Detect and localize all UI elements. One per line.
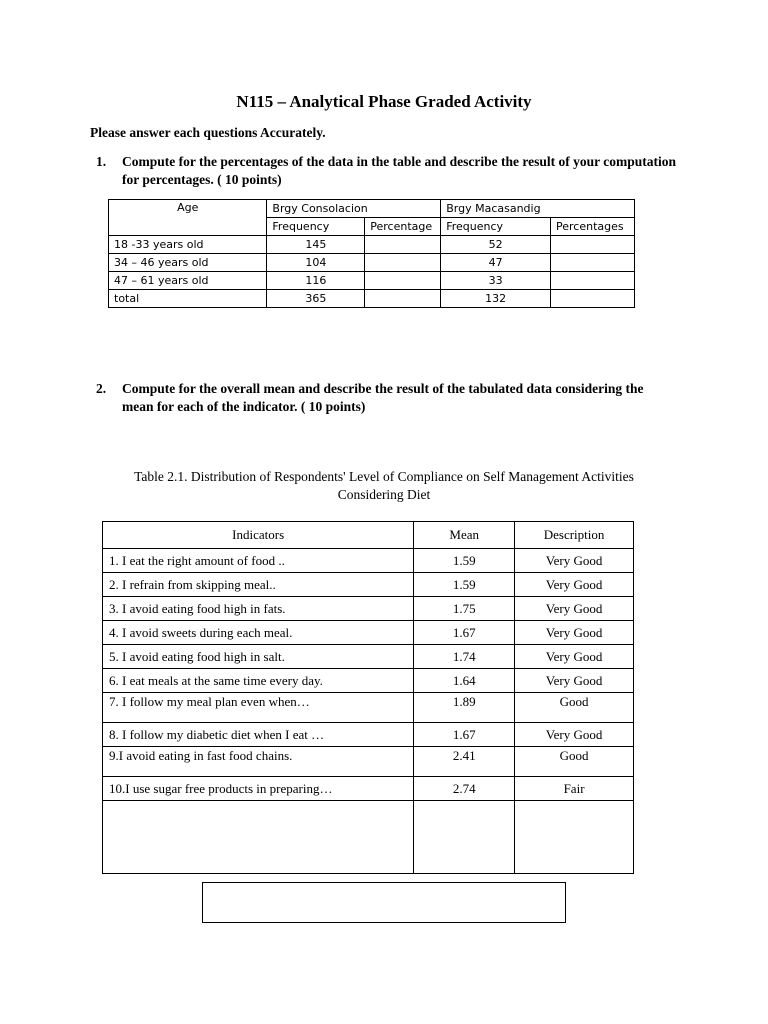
table-row <box>109 236 635 254</box>
table-row <box>109 272 635 290</box>
question-text: Compute for the overall mean and describe the result of the tabulated data considering the mean for each of the indicator. ( 10 points) <box>122 381 644 414</box>
percentage-cell[interactable] <box>365 272 441 290</box>
description-cell: Very Good <box>515 597 634 621</box>
compliance-table <box>102 521 634 874</box>
mean-cell: 1.75 <box>414 597 515 621</box>
percentage-cell[interactable] <box>551 272 635 290</box>
subheader-percentage: Percentage <box>365 218 441 236</box>
table-row <box>103 573 634 597</box>
description-cell: Very Good <box>515 573 634 597</box>
header-mean: Mean <box>414 522 515 549</box>
table-caption <box>0 468 768 504</box>
age-cell: 47 – 61 years old <box>109 272 267 290</box>
subheader-frequency: Frequency <box>441 218 551 236</box>
frequency-cell: 33 <box>441 272 551 290</box>
description-cell: Very Good <box>515 645 634 669</box>
table-row <box>109 254 635 272</box>
header-brgy-consolacion: Brgy Consolacion <box>267 200 441 218</box>
indicator-cell: 2. I refrain from skipping meal.. <box>103 573 414 597</box>
caption-line: Table 2.1. Distribution of Respondents' Level of Compliance on Self Management Activities <box>134 469 634 484</box>
frequency-cell: 52 <box>441 236 551 254</box>
description-cell: Very Good <box>515 549 634 573</box>
description-cell: Very Good <box>515 669 634 693</box>
percentage-cell[interactable] <box>365 236 441 254</box>
percentage-cell[interactable] <box>365 254 441 272</box>
table-row-total <box>109 290 635 308</box>
indicator-cell: 1. I eat the right amount of food .. <box>103 549 414 573</box>
table-row <box>103 621 634 645</box>
answer-box[interactable] <box>202 882 566 923</box>
question-number: 2. <box>96 381 107 396</box>
age-cell: total <box>109 290 267 308</box>
frequency-cell: 365 <box>267 290 365 308</box>
mean-cell: 1.67 <box>414 621 515 645</box>
table-row <box>103 597 634 621</box>
indicator-cell: 6. I eat meals at the same time every day. <box>103 669 414 693</box>
mean-cell: 2.74 <box>414 777 515 801</box>
mean-cell: 1.89 <box>414 693 515 723</box>
question-number: 1. <box>96 154 107 169</box>
question-text: Compute for the percentages of the data in the table and describe the result of your computation for percentages. ( 10 points) <box>122 154 676 187</box>
indicator-cell: 5. I avoid eating food high in salt. <box>103 645 414 669</box>
overall-indicator-cell[interactable] <box>103 801 414 874</box>
frequency-cell: 116 <box>267 272 365 290</box>
instruction-text: Please answer each questions Accurately. <box>90 125 326 140</box>
table-header-row <box>109 200 635 218</box>
description-cell: Very Good <box>515 723 634 747</box>
table-header-row <box>103 522 634 549</box>
description-cell: Good <box>515 747 634 777</box>
description-cell: Good <box>515 693 634 723</box>
indicator-cell: 4. I avoid sweets during each meal. <box>103 621 414 645</box>
percentage-cell[interactable] <box>551 236 635 254</box>
age-cell: 18 -33 years old <box>109 236 267 254</box>
percentage-cell[interactable] <box>551 254 635 272</box>
frequency-cell: 132 <box>441 290 551 308</box>
table-row <box>103 777 634 801</box>
subheader-percentages: Percentages <box>551 218 635 236</box>
frequency-cell: 104 <box>267 254 365 272</box>
indicator-cell: 9.I avoid eating in fast food chains. <box>103 747 414 777</box>
table-row <box>103 747 634 777</box>
table-row <box>103 645 634 669</box>
page-title: N115 – Analytical Phase Graded Activity <box>236 92 532 111</box>
header-indicators: Indicators <box>103 522 414 549</box>
mean-cell: 1.59 <box>414 573 515 597</box>
overall-row <box>103 801 634 874</box>
table-row <box>103 669 634 693</box>
subheader-frequency: Frequency <box>267 218 365 236</box>
header-age: Age <box>109 200 267 236</box>
indicator-cell: 3. I avoid eating food high in fats. <box>103 597 414 621</box>
indicator-cell: 7. I follow my meal plan even when… <box>103 693 414 723</box>
indicator-cell: 10.I use sugar free products in preparing… <box>103 777 414 801</box>
description-cell: Fair <box>515 777 634 801</box>
mean-cell: 1.67 <box>414 723 515 747</box>
percentage-cell[interactable] <box>365 290 441 308</box>
frequency-cell: 47 <box>441 254 551 272</box>
table-row <box>103 693 634 723</box>
table-row <box>103 549 634 573</box>
header-brgy-macasandig: Brgy Macasandig <box>441 200 635 218</box>
header-description: Description <box>515 522 634 549</box>
frequency-cell: 145 <box>267 236 365 254</box>
overall-description-cell[interactable] <box>515 801 634 874</box>
age-cell: 34 – 46 years old <box>109 254 267 272</box>
mean-cell: 1.74 <box>414 645 515 669</box>
mean-cell: 1.64 <box>414 669 515 693</box>
description-cell: Very Good <box>515 621 634 645</box>
indicator-cell: 8. I follow my diabetic diet when I eat … <box>103 723 414 747</box>
overall-mean-cell[interactable] <box>414 801 515 874</box>
table-row <box>103 723 634 747</box>
percentage-cell[interactable] <box>551 290 635 308</box>
mean-cell: 2.41 <box>414 747 515 777</box>
caption-line: Considering Diet <box>337 487 431 502</box>
mean-cell: 1.59 <box>414 549 515 573</box>
frequency-table <box>108 199 635 308</box>
